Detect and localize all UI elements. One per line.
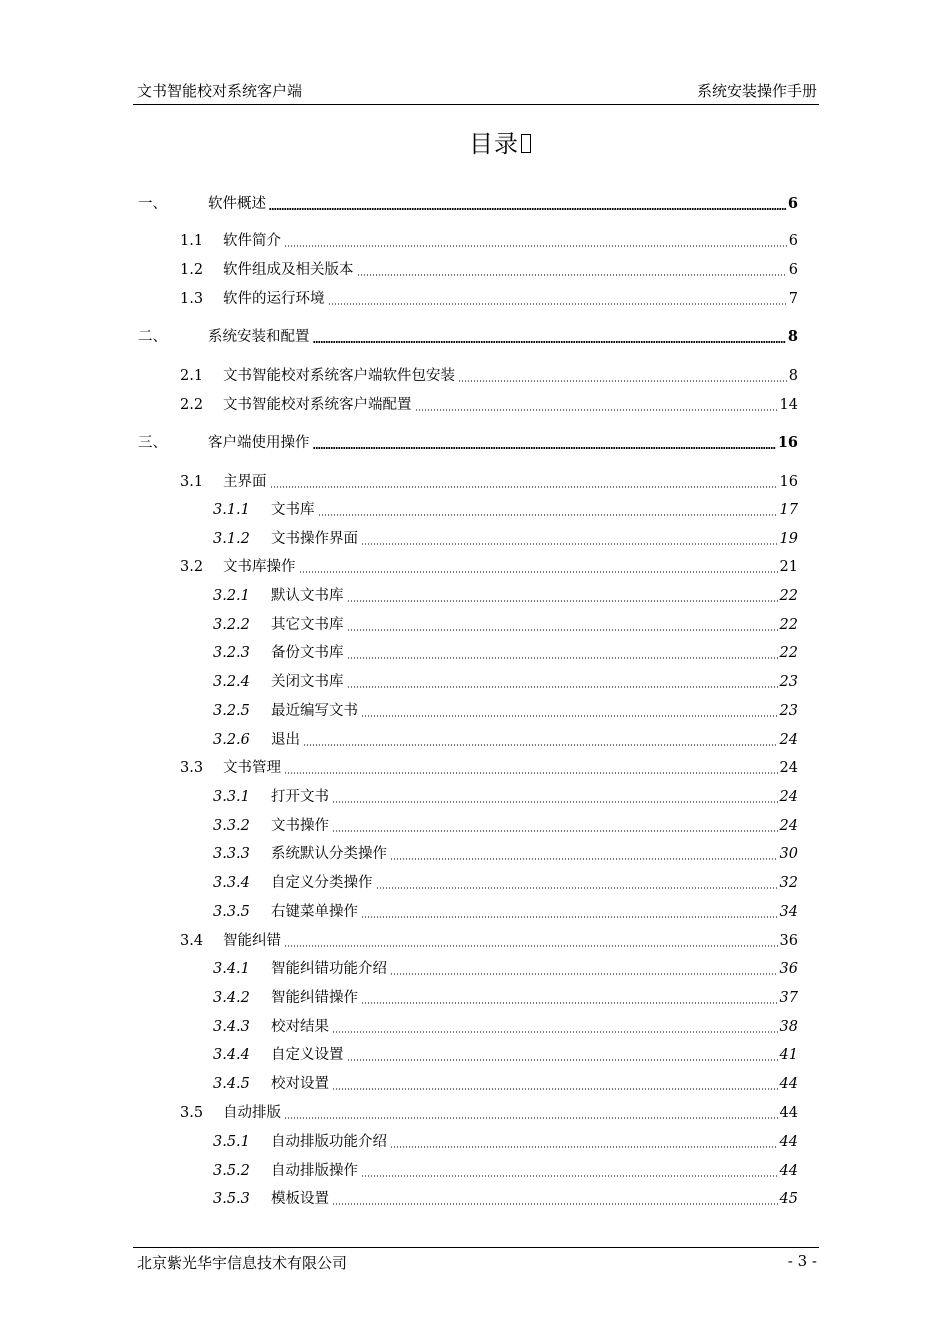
toc-entry-number: 3.4.2 [213,990,250,1006]
missing-glyph-icon [521,134,531,153]
toc-entry-number: 3.3.1 [213,789,250,805]
toc-leader-dots [284,945,778,947]
toc-leader-dots [347,657,778,659]
toc-entry-title: 模板设置 [271,1191,329,1207]
toc-leader-dots [303,744,778,746]
toc-leader-dots [332,830,778,832]
toc-entry-number: 3.5.3 [213,1191,250,1207]
toc-entry[interactable] [213,1016,798,1036]
toc-entry-title: 文书管理 [223,760,281,776]
toc-leader-dots [390,973,778,975]
toc-entry-title: 关闭文书库 [271,674,344,690]
toc-leader-dots [361,715,778,717]
toc-leader-dots [299,571,778,573]
toc-entry-title: 默认文书库 [271,588,344,604]
toc-entry-number: 3.4.3 [213,1019,250,1035]
toc-entry-page: 22 [779,588,798,604]
footer-page-number: - 3 - [787,1252,817,1270]
toc-entry-title: 软件概述 [208,196,266,212]
toc-leader-dots [458,380,787,382]
header-doc-title: 文书智能校对系统客户端 [137,82,303,100]
toc-entry-number: 三、 [138,435,167,451]
toc-entry[interactable] [213,1073,798,1093]
toc-leader-dots [284,772,778,774]
toc-entry-number: 3.2.4 [213,674,250,690]
toc-entry-page: 32 [779,875,798,891]
toc-entry[interactable] [213,585,798,605]
toc-entry-number: 3.2.2 [213,617,250,633]
toc-entry[interactable] [213,901,798,921]
toc-entry[interactable] [213,499,798,519]
toc-title [0,124,950,159]
header-manual-title: 系统安装操作手册 [696,82,817,100]
page-header [133,78,819,105]
toc-entry-page: 19 [779,531,798,547]
toc-entry-page: 38 [779,1019,798,1035]
page-footer [133,1247,819,1274]
toc-leader-dots [347,600,778,602]
toc-entry[interactable] [180,1102,798,1122]
toc-entry-page: 22 [779,617,798,633]
toc-leader-dots [376,887,778,889]
toc-entry[interactable] [213,1131,798,1151]
toc-entry-page: 36 [779,961,798,977]
toc-leader-dots [284,245,787,247]
toc-entry[interactable] [213,958,798,978]
toc-entry[interactable] [213,642,798,662]
toc-entry-page: 37 [779,990,798,1006]
toc-entry-number: 3.5.2 [213,1163,250,1179]
toc-entry-number: 二、 [138,329,167,345]
toc-entry-page: 6 [788,262,798,278]
toc-leader-dots [332,1031,778,1033]
toc-leader-dots [361,1002,778,1004]
toc-entry[interactable] [213,786,798,806]
toc-entry-page: 34 [779,904,798,920]
toc-leader-dots [318,514,778,516]
toc-entry-title: 文书库 [271,502,315,518]
toc-entry[interactable] [180,259,798,279]
toc-entry-number: 3.5 [180,1105,204,1121]
toc-entry-number: 3.2.1 [213,588,250,604]
toc-entry[interactable] [138,193,798,213]
toc-entry-title: 文书操作 [271,818,329,834]
toc-entry-title: 文书智能校对系统客户端软件包安装 [223,368,455,384]
toc-entry-title: 自定义设置 [271,1047,344,1063]
toc-entry-number: 3.3.2 [213,818,250,834]
toc-entry-number: 3.4 [180,933,204,949]
toc-entry-title: 右键菜单操作 [271,904,358,920]
toc-entry-title: 自动排版功能介绍 [271,1134,387,1150]
toc-entry-title: 自动排版 [223,1105,281,1121]
toc-entry[interactable] [213,528,798,548]
toc-entry-page: 44 [779,1076,798,1092]
toc-entry-number: 3.3.4 [213,875,250,891]
toc-entry-number: 1.1 [180,233,204,249]
toc-entry-title: 校对设置 [271,1076,329,1092]
toc-entry-title: 其它文书库 [271,617,344,633]
toc-entry[interactable] [180,288,798,308]
toc-entry-number: 3.4.1 [213,961,250,977]
toc-entry-page: 44 [779,1134,798,1150]
toc-entry-number: 3.5.1 [213,1134,250,1150]
toc-entry-page: 45 [779,1191,798,1207]
toc-entry-page: 24 [779,818,798,834]
toc-entry-page: 14 [779,397,798,413]
toc-entry-number: 3.2.6 [213,732,250,748]
toc-entry-title: 软件组成及相关版本 [223,262,354,278]
toc-entry-page: 23 [779,674,798,690]
toc-entry[interactable] [180,757,798,777]
toc-entry-title: 打开文书 [271,789,329,805]
toc-leader-dots [415,409,778,411]
toc-entry-title: 校对结果 [271,1019,329,1035]
toc-leader-dots [361,916,778,918]
toc-leader-dots [347,1059,778,1061]
toc-entry-title: 备份文书库 [271,645,344,661]
toc-entry-page: 6 [788,233,798,249]
toc-entry-page: 6 [787,195,798,212]
toc-leader-dots [270,486,778,488]
toc-entry[interactable] [180,394,798,414]
toc-entry-number: 3.1 [180,474,204,490]
toc-leader-dots [361,543,778,545]
toc-leader-dots [328,303,787,305]
toc-leader-dots [332,1088,778,1090]
toc-entry[interactable] [213,1160,798,1180]
toc-entry-title: 文书操作界面 [271,531,358,547]
toc-leader-dots [332,1203,778,1205]
toc-leader-dots [347,629,778,631]
toc-leader-dots [284,1117,778,1119]
toc-entry[interactable] [180,471,798,491]
toc-entry-page: 21 [779,559,798,575]
toc-leader-dots [361,1175,778,1177]
toc-entry-number: 3.4.5 [213,1076,250,1092]
toc-entry-page: 16 [777,434,798,451]
toc-entry-number: 1.2 [180,262,204,278]
toc-entry[interactable] [213,872,798,892]
toc-entry-title: 文书库操作 [223,559,296,575]
toc-leader-dots [313,447,776,449]
toc-entry-title: 系统默认分类操作 [271,846,387,862]
toc-entry-title: 最近编写文书 [271,703,358,719]
toc-entry[interactable] [213,671,798,691]
toc-entry-page: 7 [788,291,798,307]
toc-entry-number: 1.3 [180,291,204,307]
toc-entry[interactable] [138,326,798,346]
toc-entry-page: 44 [779,1163,798,1179]
toc-entry-title: 退出 [271,732,300,748]
toc-entry-page: 22 [779,645,798,661]
toc-entry-page: 8 [788,368,798,384]
toc-entry-title: 主界面 [223,474,267,490]
toc-entry-page: 23 [779,703,798,719]
toc-entry-number: 3.1.2 [213,531,250,547]
toc-entry-page: 30 [779,846,798,862]
toc-entry-title: 客户端使用操作 [208,435,310,451]
toc-entry-page: 36 [779,933,798,949]
toc-title-text: 目录 [469,130,519,158]
toc-leader-dots [390,858,778,860]
toc-entry-page: 41 [779,1047,798,1063]
toc-leader-dots [269,208,786,210]
toc-entry[interactable] [180,930,798,950]
toc-entry-number: 2.1 [180,368,204,384]
toc-leader-dots [357,274,787,276]
toc-entry-title: 软件简介 [223,233,281,249]
toc-entry-number: 2.2 [180,397,204,413]
toc-entry-number: 3.1.1 [213,502,250,518]
toc-entry-page: 24 [779,732,798,748]
toc-entry-number: 一、 [138,196,167,212]
toc-entry-page: 24 [779,760,798,776]
toc-entry[interactable] [180,230,798,250]
toc-entry-page: 44 [779,1105,798,1121]
toc-entry[interactable] [180,556,798,576]
toc-entry-title: 自动排版操作 [271,1163,358,1179]
toc-entry-number: 3.3 [180,760,204,776]
toc-entry[interactable] [213,987,798,1007]
toc-entry-page: 8 [787,328,798,345]
toc-entry[interactable] [213,1044,798,1064]
toc-entry[interactable] [213,843,798,863]
toc-entry-title: 系统安装和配置 [208,329,310,345]
toc-entry-number: 3.2 [180,559,204,575]
toc-leader-dots [347,686,778,688]
toc-leader-dots [390,1146,778,1148]
toc-entry-title: 智能纠错功能介绍 [271,961,387,977]
toc-entry[interactable] [180,365,798,385]
toc-entry[interactable] [213,700,798,720]
toc-entry[interactable] [213,729,798,749]
toc-entry-page: 24 [779,789,798,805]
toc-entry-page: 16 [779,474,798,490]
toc-entry-title: 文书智能校对系统客户端配置 [223,397,412,413]
toc-entry-number: 3.4.4 [213,1047,250,1063]
toc-leader-dots [313,341,786,343]
toc-entry[interactable] [213,1188,798,1208]
toc-entry-title: 自定义分类操作 [271,875,373,891]
toc-entry-title: 智能纠错 [223,933,281,949]
toc-entry-number: 3.3.5 [213,904,250,920]
toc-entry-number: 3.2.5 [213,703,250,719]
footer-company: 北京紫光华宇信息技术有限公司 [137,1254,348,1272]
toc-entry[interactable] [138,432,798,452]
toc-leader-dots [332,801,778,803]
toc-entry-number: 3.2.3 [213,645,250,661]
toc-entry-page: 17 [779,502,798,518]
toc-entry-number: 3.3.3 [213,846,250,862]
toc-entry-title: 软件的运行环境 [223,291,325,307]
toc-entry[interactable] [213,815,798,835]
toc-entry-title: 智能纠错操作 [271,990,358,1006]
toc-entry[interactable] [213,614,798,634]
